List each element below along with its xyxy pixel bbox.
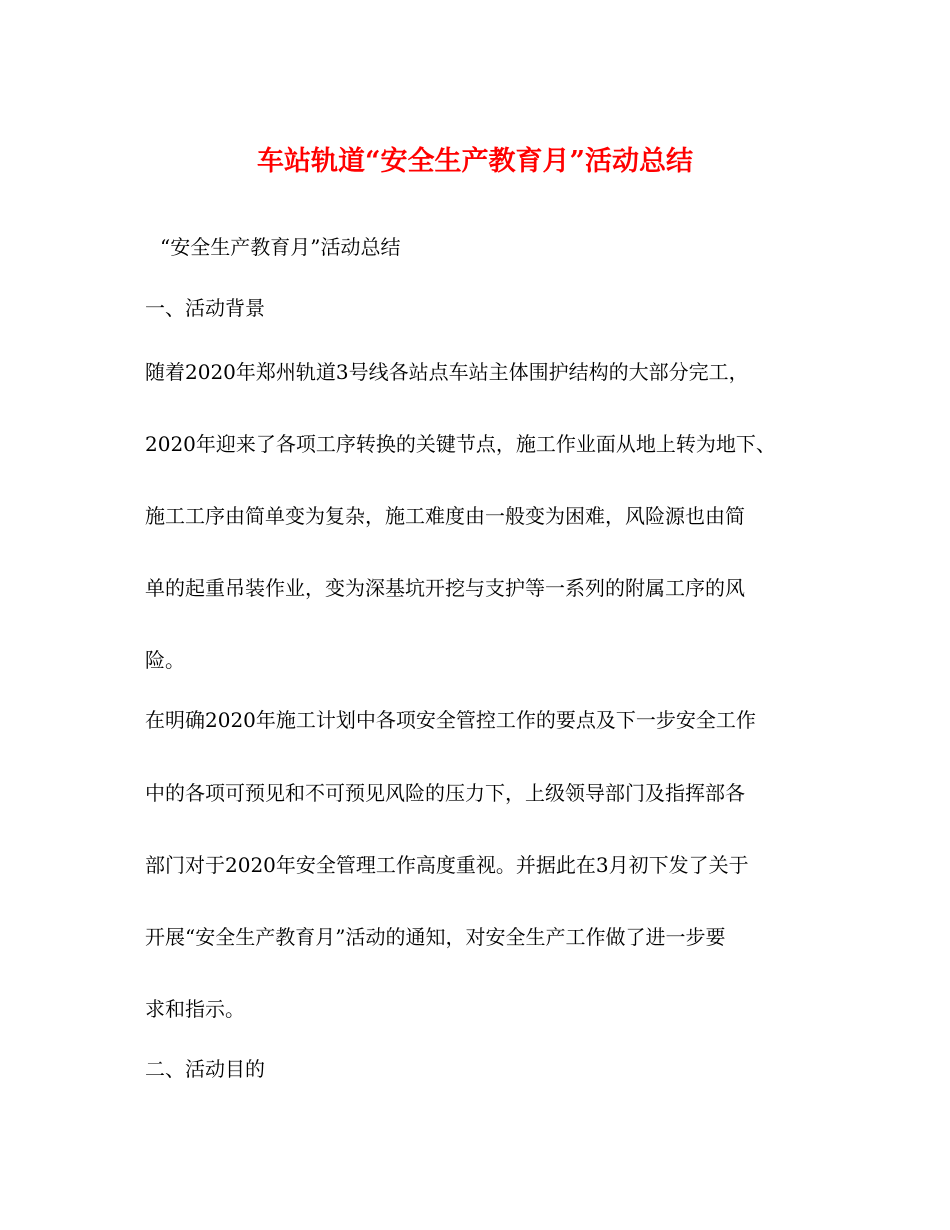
paragraph-line: 施工工序由简单变为复杂，施工难度由一般变为困难，风险源也由简 bbox=[145, 504, 745, 528]
paragraph-line: 2020年迎来了各项工序转换的关键节点，施工作业面从地上转为地下、 bbox=[145, 432, 776, 456]
paragraph-line: 在明确2020年施工计划中各项安全管控工作的要点及下一步安全工作 bbox=[145, 708, 756, 732]
paragraph-line: 部门对于2020年安全管理工作高度重视。并据此在3月初下发了关于 bbox=[145, 853, 749, 877]
document-subtitle: “安全生产教育月”活动总结 bbox=[160, 235, 401, 259]
paragraph-line: 开展“安全生产教育月”活动的通知，对安全生产工作做了进一步要 bbox=[145, 925, 726, 949]
paragraph-line: 中的各项可预见和不可预见风险的压力下，上级领导部门及指挥部各 bbox=[145, 781, 745, 805]
document-title: 车站轨道“安全生产教育月”活动总结 bbox=[256, 146, 694, 177]
section-heading-background: 一、活动背景 bbox=[145, 296, 265, 320]
paragraph-line: 单的起重吊装作业，变为深基坑开挖与支护等一系列的附属工序的风 bbox=[145, 576, 745, 600]
paragraph-line: 求和指示。 bbox=[145, 997, 245, 1021]
paragraph-line: 随着2020年郑州轨道3号线各站点车站主体围护结构的大部分完工， bbox=[145, 360, 749, 384]
paragraph-line: 险。 bbox=[145, 648, 185, 672]
section-heading-purpose: 二、活动目的 bbox=[145, 1057, 265, 1081]
